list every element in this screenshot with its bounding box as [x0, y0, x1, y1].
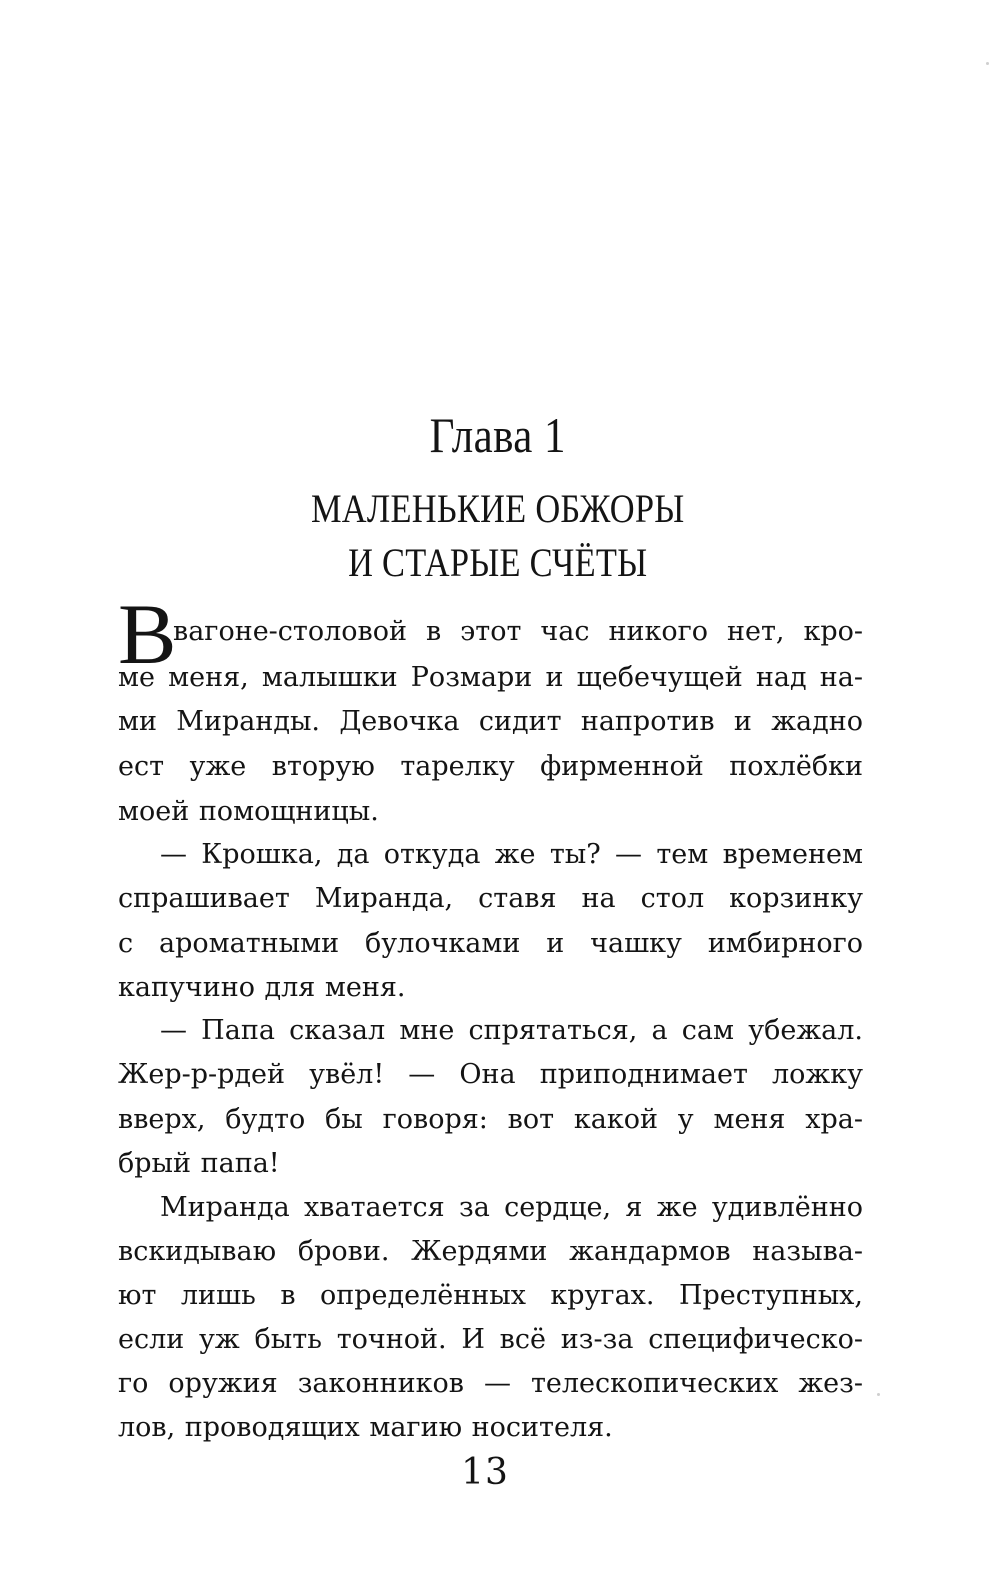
paragraph-1-line-5: моей помощницы.: [118, 796, 379, 827]
paragraph-4-line-1: Миранда хватается за сердце, я же удивлённо: [160, 1192, 863, 1223]
chapter-title-line-1: МАЛЕНЬКИЕ ОБЖОРЫ: [310, 486, 685, 531]
paragraph-3-line-3: вверх, будто бы говоря: вот какой у меня хра-: [118, 1104, 863, 1135]
paragraph-1-line-3: ми Миранды. Девочка сидит напротив и жадно: [118, 706, 863, 737]
paragraph-4-line-6: лов, проводящих магию носителя.: [118, 1412, 613, 1443]
paragraph-1-line-4: ест уже вторую тарелку фирменной похлёбки: [118, 751, 863, 782]
page-number: 13: [461, 1452, 509, 1493]
scan-speck: [877, 1393, 880, 1396]
paragraph-1-line-1: вагоне-столовой в этот час никого нет, кро-: [173, 616, 863, 647]
paragraph-4-line-5: го оружия законников — телескопических жез-: [118, 1368, 863, 1399]
paragraph-3-line-1: — Папа сказал мне спрятаться, а сам убежал.: [160, 1015, 863, 1046]
chapter-title-line-2: И СТАРЫЕ СЧЁТЫ: [348, 540, 648, 585]
paragraph-2-line-3: с ароматными булочками и чашку имбирного: [118, 928, 863, 959]
chapter-title: [0, 482, 1000, 590]
paragraph-2-line-2: спрашивает Миранда, ставя на стол корзинку: [118, 883, 863, 914]
paragraph-2-line-4: капучино для меня.: [118, 972, 406, 1003]
paragraph-4-line-3: ют лишь в определённых кругах. Преступных,: [118, 1280, 863, 1311]
paragraph-3-line-4: брый папа!: [118, 1148, 280, 1179]
paragraph-4-line-4: если уж быть точной. И всё из-за специфическо-: [118, 1324, 863, 1355]
scan-speck: [986, 62, 989, 65]
chapter-number: Глава 1: [429, 407, 566, 463]
paragraph-2-line-1: — Крошка, да откуда же ты? — тем временем: [160, 839, 863, 870]
paragraph-4-line-2: вскидываю брови. Жердями жандармов называ-: [118, 1236, 863, 1267]
paragraph-1-line-2: ме меня, малышки Розмари и щебечущей над на-: [118, 662, 863, 693]
paragraph-3-line-2: Жер-р-рдей увёл! — Она приподнимает ложку: [118, 1059, 863, 1090]
drop-cap-letter: В: [118, 586, 177, 682]
